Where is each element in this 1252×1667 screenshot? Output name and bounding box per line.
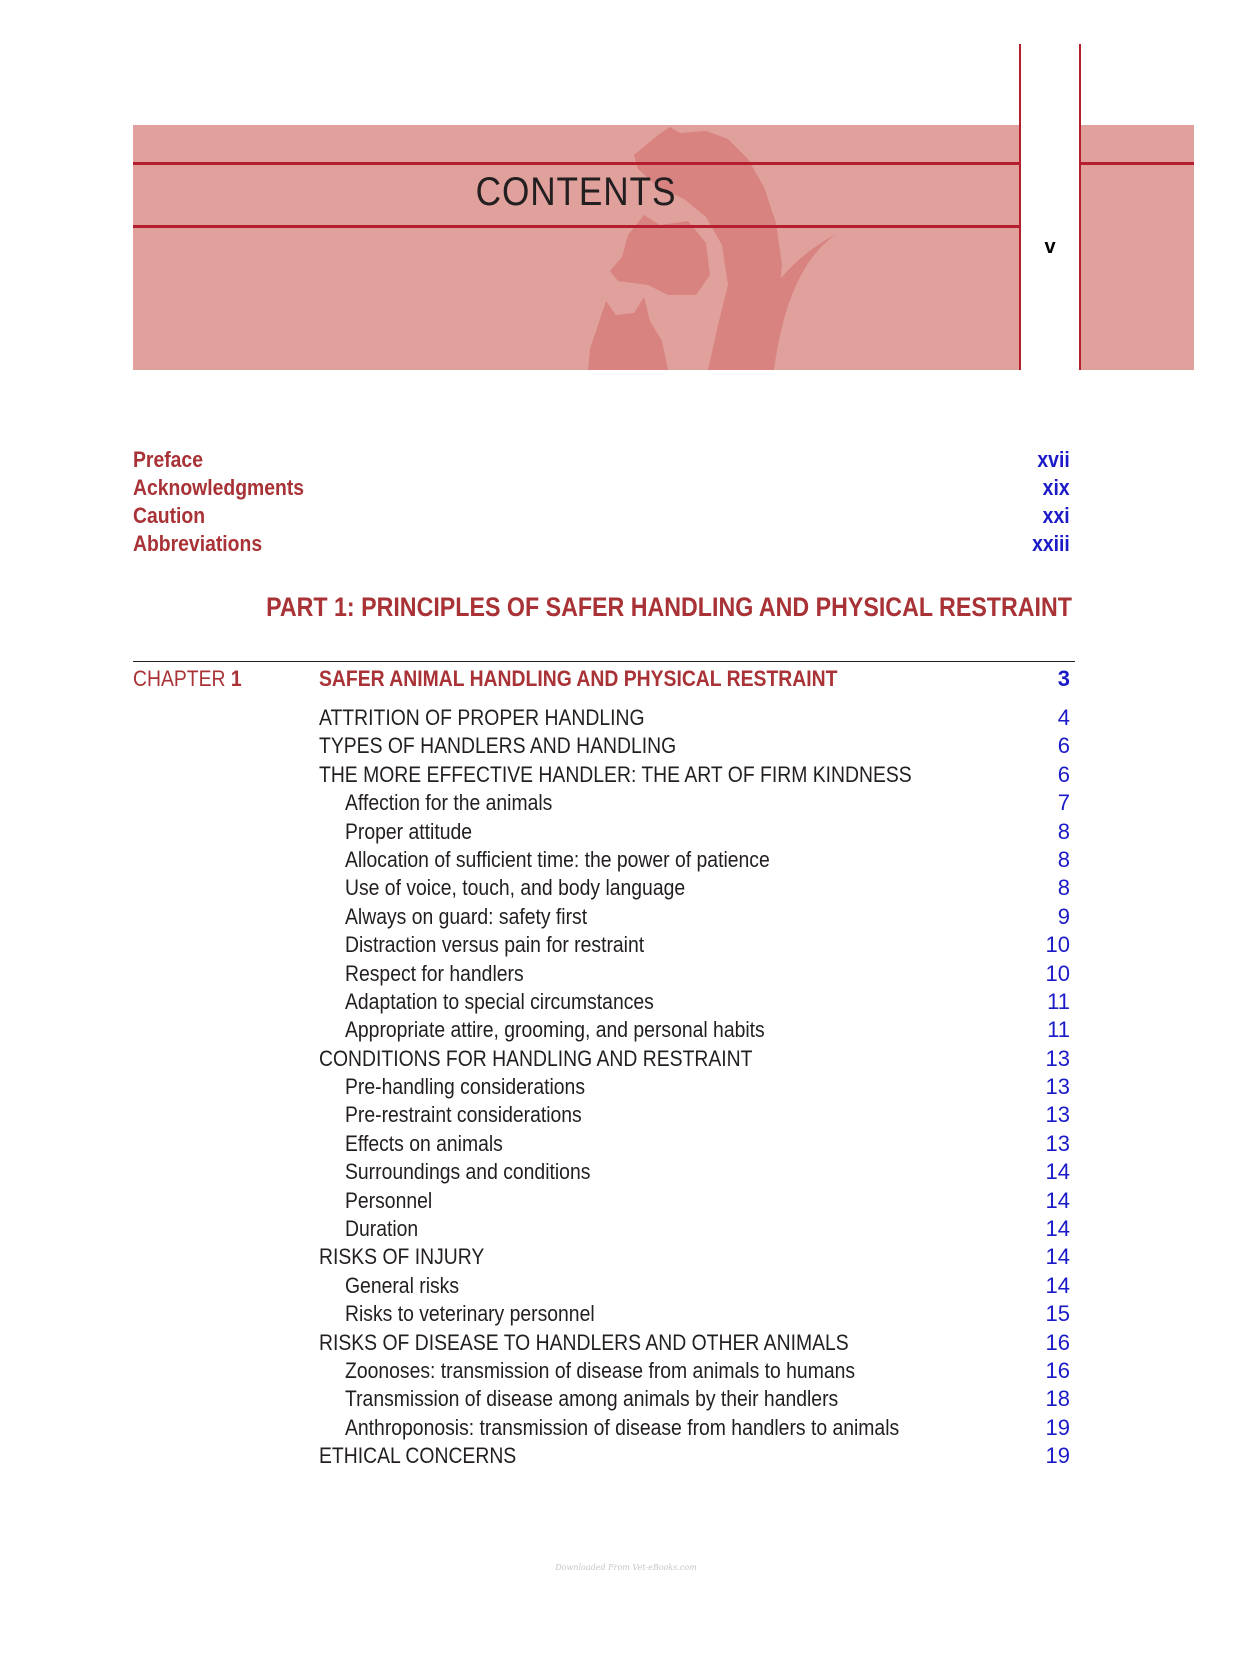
toc-entry-page: 8 <box>1057 875 1070 901</box>
toc-entry-page: 4 <box>1057 705 1070 730</box>
toc-entry-text: Surroundings and conditions <box>345 1159 591 1185</box>
toc-entry-text: Pre-handling considerations <box>345 1074 586 1100</box>
toc-list <box>0 704 1252 1471</box>
toc-subsection[interactable] <box>0 1016 1252 1044</box>
toc-subsection[interactable] <box>0 903 1252 931</box>
front-matter-item[interactable] <box>133 446 1070 474</box>
toc-entry-page: 6 <box>1057 733 1070 759</box>
toc-subsection[interactable] <box>0 1187 1252 1215</box>
toc-subsection[interactable] <box>0 789 1252 817</box>
front-matter-label: Caution <box>133 503 206 528</box>
front-matter-page: xix <box>1043 475 1070 500</box>
toc-entry-text: Proper attitude <box>345 818 472 844</box>
toc-subsection[interactable] <box>0 1300 1252 1328</box>
toc-entry-text: Appropriate attire, grooming, and personal habits <box>345 1017 765 1043</box>
chapter-label-text: CHAPTER <box>133 666 226 691</box>
toc-entry-page: 10 <box>1045 960 1070 986</box>
toc-subsection[interactable] <box>0 1215 1252 1243</box>
toc-entry-page: 19 <box>1045 1443 1070 1469</box>
toc-section[interactable] <box>0 1243 1252 1271</box>
toc-entry-text: Allocation of sufficient time: the power of patience <box>345 846 770 872</box>
toc-subsection[interactable] <box>0 1073 1252 1101</box>
toc-subsection[interactable] <box>0 1414 1252 1442</box>
toc-entry-page: 8 <box>1057 818 1070 844</box>
front-matter-page: xvii <box>1037 447 1070 472</box>
toc-entry-page: 10 <box>1045 932 1070 958</box>
toc-subsection[interactable] <box>0 960 1252 988</box>
chapter-title[interactable]: SAFER ANIMAL HANDLING AND PHYSICAL RESTRAINT <box>319 666 838 691</box>
toc-entry-page: 7 <box>1057 790 1070 816</box>
front-matter-label: Acknowledgments <box>133 475 305 500</box>
front-matter-item[interactable] <box>133 502 1070 530</box>
toc-entry-text: ATTRITION OF PROPER HANDLING <box>319 705 645 730</box>
front-matter-page: xxiii <box>1032 531 1070 556</box>
toc-entry-text: Effects on animals <box>345 1130 503 1156</box>
toc-entry-page: 8 <box>1057 846 1070 872</box>
toc-entry-text: Duration <box>345 1216 419 1242</box>
toc-entry-page: 16 <box>1045 1329 1070 1355</box>
toc-subsection[interactable] <box>0 1272 1252 1300</box>
toc-subsection[interactable] <box>0 874 1252 902</box>
header-rule-tab <box>1080 162 1194 165</box>
toc-entry-text: Respect for handlers <box>345 960 524 986</box>
toc-entry-text: Use of voice, touch, and body language <box>345 875 686 901</box>
toc-subsection[interactable] <box>0 1101 1252 1129</box>
toc-entry-page: 14 <box>1045 1187 1070 1213</box>
toc-entry-text: Risks to veterinary personnel <box>345 1301 595 1327</box>
toc-entry-text: General risks <box>345 1272 460 1298</box>
toc-entry-page: 6 <box>1057 761 1070 787</box>
toc-entry-page: 14 <box>1045 1244 1070 1270</box>
front-matter-page: xxi <box>1043 503 1070 528</box>
toc-entry-text: RISKS OF INJURY <box>319 1244 485 1270</box>
chapter-page: 3 <box>1057 666 1070 691</box>
toc-entry-page: 15 <box>1045 1301 1070 1327</box>
chapter-rule <box>133 661 1075 662</box>
toc-section[interactable] <box>0 1442 1252 1470</box>
toc-subsection[interactable] <box>0 931 1252 959</box>
header-rule-top <box>133 162 1019 165</box>
toc-entry-page: 13 <box>1045 1045 1070 1071</box>
front-matter-item[interactable] <box>133 474 1070 502</box>
tab-border-left <box>1019 44 1021 370</box>
toc-subsection[interactable] <box>0 1158 1252 1186</box>
toc-entry-page: 13 <box>1045 1130 1070 1156</box>
toc-entry-page: 13 <box>1045 1074 1070 1100</box>
toc-entry-page: 14 <box>1045 1272 1070 1298</box>
toc-entry-page: 11 <box>1047 1017 1070 1043</box>
toc-subsection[interactable] <box>0 818 1252 846</box>
toc-entry-text: Distraction versus pain for restraint <box>345 932 645 958</box>
footer-watermark: Downloaded From Vet-eBooks.com <box>555 1563 697 1572</box>
toc-entry-text: Transmission of disease among animals by their handlers <box>345 1386 839 1412</box>
toc-entry-text: CONDITIONS FOR HANDLING AND RESTRAINT <box>319 1045 753 1071</box>
toc-entry-text: Zoonoses: transmission of disease from animals to humans <box>345 1357 856 1383</box>
toc-subsection[interactable] <box>0 846 1252 874</box>
front-matter-label: Abbreviations <box>133 531 263 556</box>
toc-entry-text: TYPES OF HANDLERS AND HANDLING <box>319 733 677 759</box>
toc-entry-text: RISKS OF DISEASE TO HANDLERS AND OTHER ANIMALS <box>319 1329 849 1355</box>
header-rule-bottom <box>133 225 1019 228</box>
toc-entry-text: ETHICAL CONCERNS <box>319 1443 517 1469</box>
toc-entry-page: 16 <box>1045 1357 1070 1383</box>
toc-section[interactable] <box>0 704 1252 732</box>
toc-entry-page: 14 <box>1045 1216 1070 1242</box>
toc-entry-text: Personnel <box>345 1187 433 1213</box>
toc-subsection[interactable] <box>0 1385 1252 1413</box>
chapter-number: 1 <box>230 666 242 691</box>
tab-border-right <box>1079 44 1081 370</box>
toc-entry-text: Always on guard: safety first <box>345 903 588 929</box>
toc-section[interactable] <box>0 732 1252 760</box>
page-title: CONTENTS <box>475 170 677 214</box>
toc-section[interactable] <box>0 1045 1252 1073</box>
toc-entry-page: 11 <box>1047 988 1070 1014</box>
toc-section[interactable] <box>0 761 1252 789</box>
toc-entry-page: 9 <box>1057 903 1070 929</box>
toc-entry-text: Anthroponosis: transmission of disease from handlers to animals <box>345 1414 900 1440</box>
toc-entry-text: Affection for the animals <box>345 790 553 816</box>
toc-entry-text: THE MORE EFFECTIVE HANDLER: THE ART OF FIRM KINDNESS <box>319 761 912 787</box>
front-matter-label: Preface <box>133 447 203 472</box>
toc-subsection[interactable] <box>0 1130 1252 1158</box>
page-number: v <box>1044 236 1056 258</box>
toc-entry-page: 19 <box>1045 1414 1070 1440</box>
toc-entry-text: Adaptation to special circumstances <box>345 988 654 1014</box>
toc-section[interactable] <box>0 1329 1252 1357</box>
toc-subsection[interactable] <box>0 1357 1252 1385</box>
chapter-label <box>133 665 242 693</box>
toc-entry-page: 13 <box>1045 1102 1070 1128</box>
toc-subsection[interactable] <box>0 988 1252 1016</box>
front-matter-item[interactable] <box>133 530 1070 558</box>
part-title: PART 1: PRINCIPLES OF SAFER HANDLING AND PHYSICAL RESTRAINT <box>266 592 1072 622</box>
toc-entry-page: 18 <box>1045 1386 1070 1412</box>
toc-entry-page: 14 <box>1045 1159 1070 1185</box>
toc-entry-text: Pre-restraint considerations <box>345 1102 582 1128</box>
